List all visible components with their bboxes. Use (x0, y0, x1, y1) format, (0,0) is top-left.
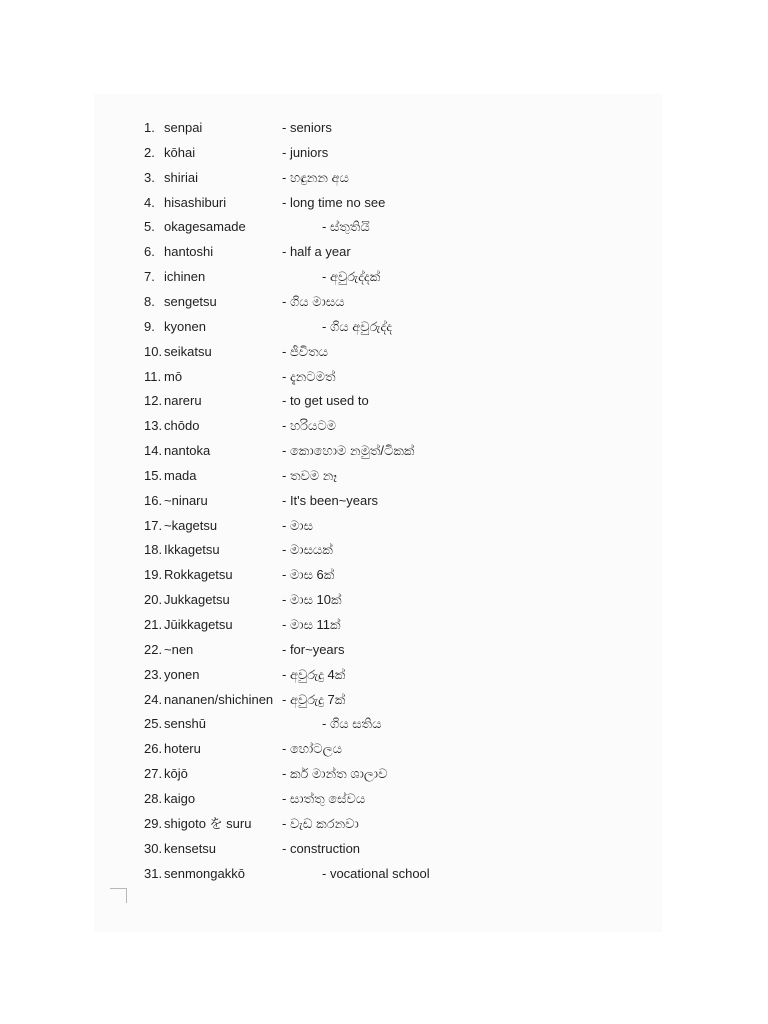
vocab-meaning: - මාස 11ක් (282, 617, 341, 632)
vocab-term: okagesamade (164, 219, 246, 235)
vocab-meaning: - මාස (282, 517, 313, 533)
vocab-meaning: - මාස 10ක් (282, 592, 342, 608)
vocab-term: hoteru (164, 741, 201, 757)
vocab-row (94, 215, 662, 239)
vocab-meaning: - ස්තුතියි (322, 219, 370, 235)
vocab-number: 17. (144, 517, 163, 533)
vocab-term: kaigo (164, 790, 196, 806)
vocab-term: Rokkagetsu (164, 567, 233, 583)
vocab-meaning: - ගිය අවුරුද්ද (322, 318, 392, 334)
vocab-row (94, 191, 662, 215)
vocab-meaning: - මාස 6ක් (282, 567, 335, 583)
vocab-number: 20. (144, 592, 163, 608)
vocab-term: senshū (164, 716, 206, 732)
vocab-term: kyonen (164, 318, 206, 334)
vocab-term: seikatsu (164, 343, 212, 359)
vocab-term: hantoshi (164, 244, 214, 260)
vocab-term: chōdo (164, 418, 200, 434)
vocab-number: 9. (144, 318, 155, 334)
vocab-number: 3. (144, 169, 155, 185)
vocab-row (94, 563, 662, 587)
vocab-row (94, 737, 662, 761)
vocab-number: 26. (144, 741, 163, 757)
vocab-row (94, 240, 662, 264)
vocab-meaning: - construction (282, 840, 361, 856)
vocab-meaning: - ජීවිතය (282, 343, 328, 359)
vocab-number: 19. (144, 567, 163, 583)
vocab-term: kōhai (164, 144, 196, 160)
vocab-term: ~nen (164, 641, 194, 657)
vocab-row (94, 464, 662, 488)
vocab-term: ~kagetsu (164, 517, 218, 533)
vocab-term: senpai (164, 120, 203, 135)
vocab-row (94, 837, 662, 861)
vocab-row (94, 663, 662, 687)
vocab-meaning: - තවම නෑ (282, 467, 337, 483)
vocab-row (94, 812, 662, 836)
vocab-number: 21. (144, 617, 163, 632)
vocab-number: 18. (144, 542, 163, 558)
vocab-term: mada (164, 467, 197, 483)
page-corner-mark (110, 888, 127, 903)
vocab-term: ~ninaru (164, 492, 208, 508)
vocab-term: kōjō (164, 766, 188, 782)
vocab-term: kensetsu (164, 840, 217, 856)
vocab-term: hisashiburi (164, 194, 227, 210)
vocab-term: Jūikkagetsu (164, 617, 233, 632)
vocab-term: shigoto を suru (164, 815, 252, 831)
vocab-number: 24. (144, 691, 163, 707)
vocab-term: Jukkagetsu (164, 592, 230, 608)
vocab-row (94, 439, 662, 463)
vocab-meaning: - මාසයක් (282, 542, 333, 558)
vocab-term: Ikkagetsu (164, 542, 220, 558)
vocab-number: 2. (144, 144, 155, 160)
vocab-number: 29. (144, 815, 163, 831)
vocab-row (94, 414, 662, 438)
vocab-row (94, 712, 662, 736)
vocab-number: 28. (144, 790, 163, 806)
vocab-meaning: - for~years (282, 641, 345, 657)
vocab-meaning: - අවුරුද්දක් (322, 269, 381, 285)
vocab-meaning: - හඳුනන අය (282, 169, 349, 185)
vocab-row (94, 365, 662, 389)
vocab-term: mō (164, 368, 183, 384)
vocab-term: nantoka (164, 443, 211, 459)
vocab-number: 1. (144, 120, 155, 135)
vocab-number: 6. (144, 244, 155, 260)
vocab-number: 30. (144, 840, 163, 856)
vocab-meaning: - vocational school (322, 865, 430, 881)
vocab-number: 12. (144, 393, 163, 409)
vocab-number: 13. (144, 418, 163, 434)
vocab-meaning: - දැනටමත් (282, 368, 336, 384)
vocab-number: 11. (144, 368, 162, 384)
vocab-row (94, 290, 662, 314)
vocab-number: 4. (144, 194, 155, 210)
vocab-row (94, 514, 662, 538)
vocab-meaning: - හරියටම (282, 418, 337, 434)
vocab-row (94, 688, 662, 712)
vocab-row (94, 489, 662, 513)
vocab-meaning: - juniors (282, 144, 329, 160)
vocab-number: 23. (144, 666, 163, 682)
vocab-term: senmongakkō (164, 865, 245, 881)
vocab-meaning: - ගිය සතිය (322, 716, 382, 732)
document-page (94, 94, 662, 932)
vocab-term: sengetsu (164, 293, 217, 309)
vocab-row (94, 340, 662, 364)
vocab-meaning: - long time no see (282, 194, 386, 210)
vocab-meaning: - seniors (282, 120, 332, 135)
vocab-row (94, 265, 662, 289)
vocab-meaning: - කොහොම නමුත්/ටිකක් (282, 443, 415, 459)
vocab-row (94, 538, 662, 562)
vocab-meaning: - to get used to (282, 393, 369, 409)
vocab-number: 22. (144, 641, 163, 657)
vocab-row (94, 116, 662, 140)
vocab-row (94, 141, 662, 165)
vocab-meaning: - ගිය මාසය (282, 293, 345, 309)
vocab-number: 7. (144, 269, 155, 285)
vocab-row (94, 762, 662, 786)
vocab-term: yonen (164, 666, 200, 682)
vocab-meaning: - half a year (282, 244, 351, 260)
vocab-meaning: - අවුරුදු 7ක් (282, 691, 346, 707)
vocab-meaning: - හෝටලය (282, 741, 342, 757)
vocab-row (94, 862, 662, 886)
vocab-row (94, 166, 662, 190)
vocab-number: 25. (144, 716, 163, 732)
vocab-number: 16. (144, 492, 163, 508)
vocab-row (94, 787, 662, 811)
vocab-row (94, 588, 662, 612)
vocab-term: nananen/shichinen (164, 691, 274, 707)
vocab-row (94, 315, 662, 339)
vocab-number: 14. (144, 443, 163, 459)
vocab-number: 15. (144, 467, 163, 483)
vocab-term: nareru (164, 393, 202, 409)
vocab-term: ichinen (164, 269, 206, 285)
vocab-row (94, 613, 662, 637)
vocab-meaning: - It's been~years (282, 492, 379, 508)
vocab-meaning: - සාත්තු සේවය (282, 790, 366, 806)
vocab-meaning: - කර් මාන්ත ශාලාව (282, 766, 388, 782)
vocab-meaning: - අවුරුදු 4ක් (282, 666, 346, 682)
vocab-row (94, 389, 662, 413)
vocab-number: 8. (144, 293, 155, 309)
vocab-row (94, 638, 662, 662)
vocab-number: 31. (144, 865, 163, 881)
vocab-number: 5. (144, 219, 155, 235)
vocab-number: 27. (144, 766, 163, 782)
vocab-meaning: - වැඩ කරනවා (282, 815, 359, 831)
vocab-term: shiriai (164, 169, 198, 185)
vocab-number: 10. (144, 343, 163, 359)
